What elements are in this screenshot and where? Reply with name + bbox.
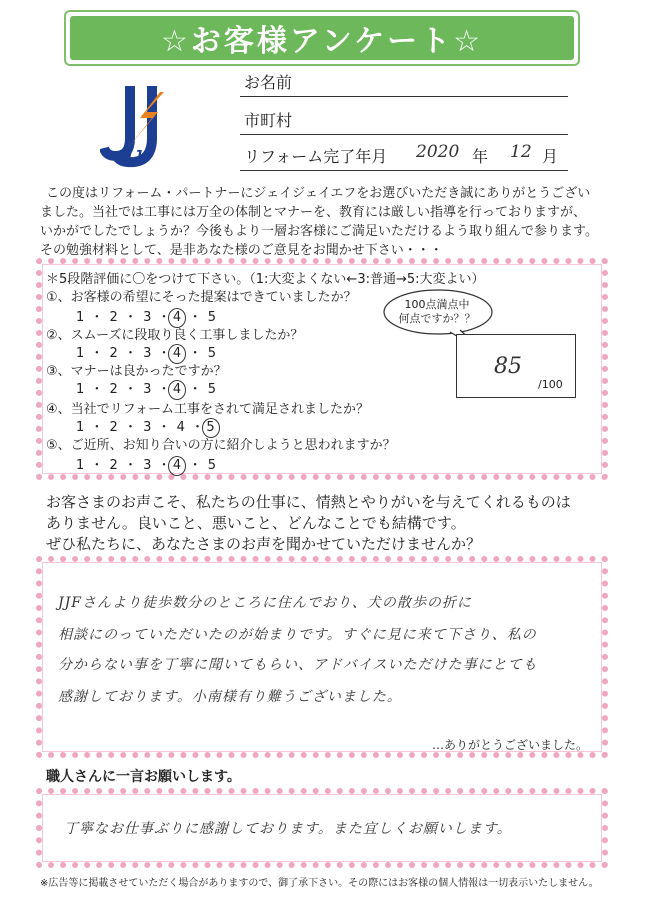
question-3: ③、マナーは良かったですか？ [46,364,227,379]
title-banner [64,10,580,66]
selected-rating[interactable]: 4 [168,456,186,476]
craftsman-heading: 職人さんに一言お願いします。 [46,769,241,785]
craftsman-comment: 丁寧なお仕事ぶりに感謝しております。また宜しくお願いします。 [64,821,512,837]
question-4: ④、当社でリフォーム工事をされて満足されましたか？ [46,402,370,417]
question-1: ①、お客様の希望にそった提案はできていましたか？ [46,290,357,305]
selected-rating[interactable]: 4 [168,380,186,400]
score-value: 85 [494,354,522,379]
message-line: ありません。良いこと、悪いこと、どんなことでも結構です。 [46,514,466,532]
completion-field-line[interactable] [240,170,568,171]
selected-rating[interactable]: 4 [168,344,186,364]
city-field-line[interactable] [240,134,568,135]
year-unit: 年 [472,147,489,166]
score-prompt [388,298,486,326]
question-2: ②、スムーズに段取り良く工事しましたか？ [46,328,304,343]
message-line: ぜひ私たちに、あなたさまのお声を聞かせていただけませんか？ [46,535,482,553]
completion-label: リフォーム完了年月 [244,147,388,166]
footnote: ※広告等に掲載させていただく場合がありますので、御了承下さい。その際にはお客様の個人情報は一切表示いたしません。 [40,878,599,889]
name-label: お名前 [244,73,293,92]
question-5: ⑤、ご近所、お知り合いの方に紹介しようと思われますか？ [46,438,396,453]
selected-rating[interactable]: 4 [168,308,186,328]
comment-line: 分からない事を丁寧に聞いてもらい、アドバイスいただけた事にとても [58,657,538,673]
logo-wordmark: JJF [122,148,154,165]
comment-line: 相談にのっていただいたのが始まりです。すぐに見に来て下さり、私の [58,627,537,643]
intro-line: ました。当社では工事には万全の体制とマナーを、教育には厳しい指導を行っておりますが、 [40,205,587,220]
year-value: 2020 [416,142,460,162]
comment-line: JJFさんより徒歩数分のところに住んでおり、犬の散歩の折に [58,595,472,611]
question-3-options[interactable]: 1 ・ 2 ・ 3 ・4 ・ 5 [76,378,217,400]
survey-instruction: ＊5段階評価に〇をつけて下さい。（1:大変よくない←3:普通→5:大変よい） [46,272,485,287]
question-1-options[interactable]: 1 ・ 2 ・ 3 ・4 ・ 5 [76,306,217,328]
score-prompt-line: 100点満点中 [404,298,470,311]
intro-line: その勉強材料として、是非あなた様のご意見をお聞かせ下さい・・・ [40,243,443,258]
question-2-options[interactable]: 1 ・ 2 ・ 3 ・4 ・ 5 [76,342,217,364]
intro-line: いかがでしたでしょうか？今後もより一層お客様にご満足いただけるよう取り組んで参ります。 [40,224,598,239]
thanks-text: …ありがとうございました。 [432,738,589,752]
message-line: お客さまのお声こそ、私たちの仕事に、情熱とやりがいを与えてくれるものは [46,493,571,511]
title-background [70,16,574,60]
name-field-line[interactable] [240,96,568,97]
score-prompt-line: 何点ですか？？ [398,312,476,325]
month-unit: 月 [542,147,559,166]
question-4-options[interactable]: 1 ・ 2 ・ 3 ・ 4 ・5 [76,416,217,438]
month-value: 12 [510,142,532,162]
comment-line: 感謝しております。小南様有り難うございました。 [58,689,402,705]
intro-line: この度はリフォーム・パートナーにジェイジェイエフをお選びいただき誠にありがとうござい [46,186,591,201]
score-unit: /100 [538,378,563,391]
intro-paragraph [40,184,606,260]
city-label: 市町村 [244,111,293,130]
message-paragraph [46,492,606,555]
question-5-options[interactable]: 1 ・ 2 ・ 3 ・4 ・ 5 [76,454,217,476]
selected-rating[interactable]: 5 [202,418,220,438]
page-title: ☆お客様アンケート☆ [161,24,483,59]
